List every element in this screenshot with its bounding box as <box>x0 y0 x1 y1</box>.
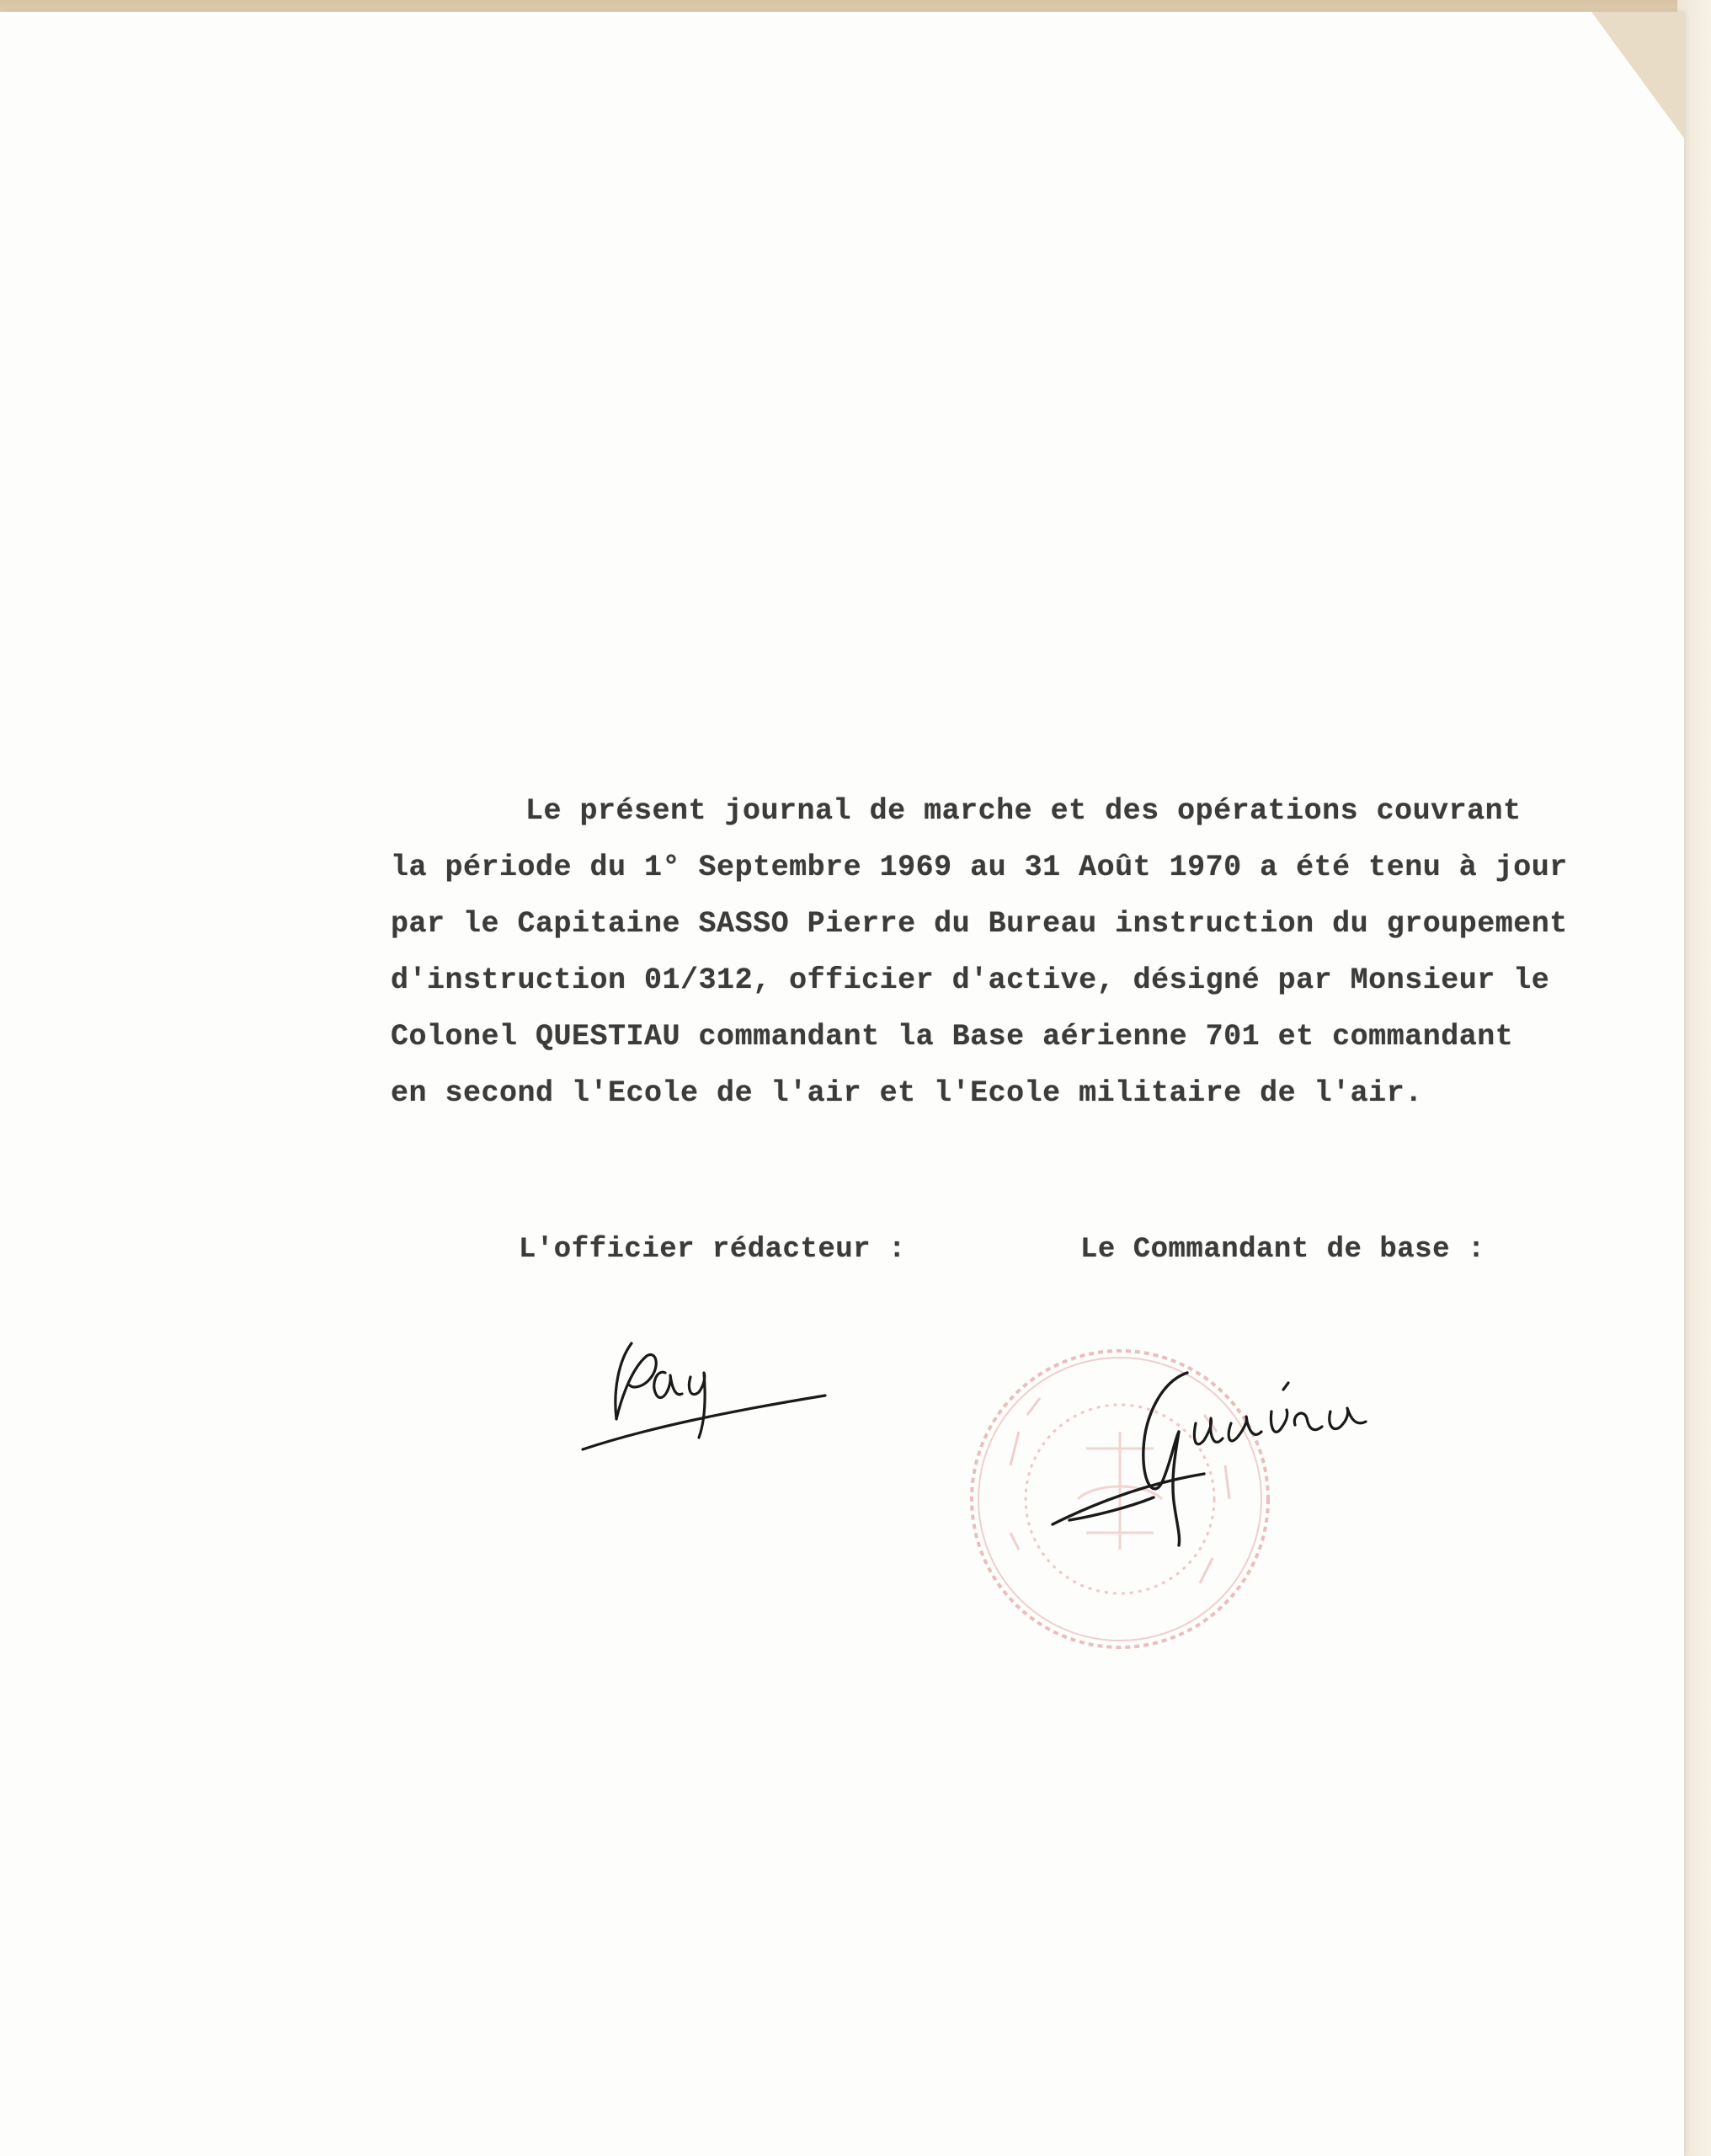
attestation-paragraph <box>391 783 1603 1122</box>
paragraph-line: Colonel QUESTIAU commandant la Base aérienne 701 et commandant <box>391 1020 1514 1054</box>
commander-signature <box>1036 1356 1398 1550</box>
paragraph-line: la période du 1° Septembre 1969 au 31 Août 1970 a été tenu à jour <box>391 851 1568 884</box>
paragraph-line: par le Capitaine SASSO Pierre du Bureau instruction du groupement <box>391 907 1568 941</box>
paragraph-line: Le présent journal de marche et des opérations couvrant <box>525 794 1522 828</box>
paragraph-line: d'instruction 01/312, officier d'active, désigné par Monsieur le <box>391 963 1550 997</box>
base-commander-label: Le Commandant de base : <box>1080 1234 1485 1266</box>
officer-signature <box>573 1326 834 1461</box>
paragraph-line: en second l'Ecole de l'air et l'Ecole militaire de l'air. <box>391 1076 1423 1110</box>
folded-corner <box>1591 12 1684 138</box>
officer-writer-label: L'officier rédacteur : <box>519 1234 906 1266</box>
